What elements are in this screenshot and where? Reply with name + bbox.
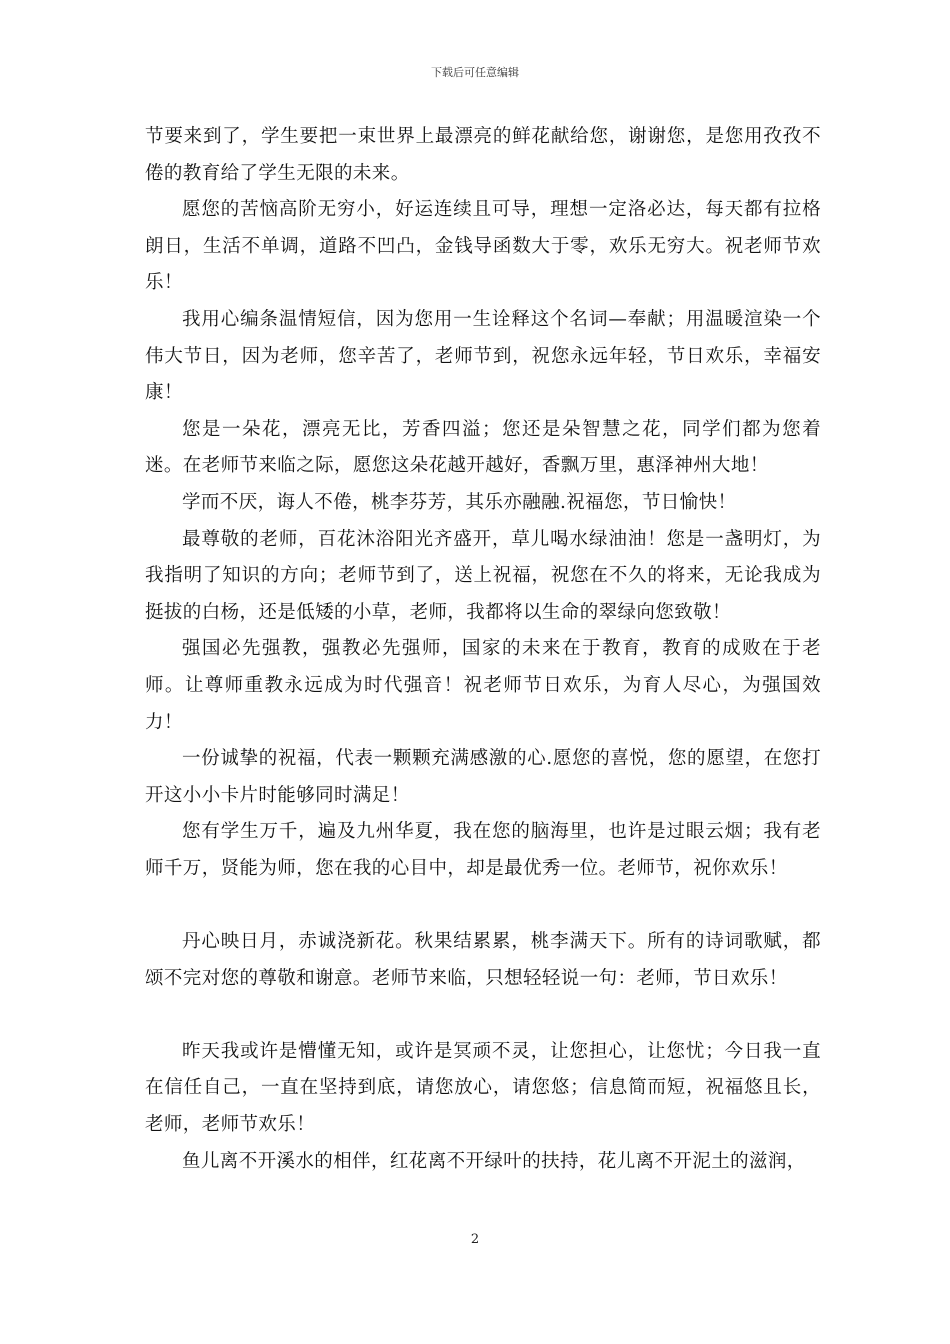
paragraph: 鱼儿离不开溪水的相伴，红花离不开绿叶的扶持，花儿离不开泥土的滋润，	[182, 1150, 806, 1172]
paragraph: 您有学生万千，遍及九州华夏，我在您的脑海里，也许是过眼云烟；我有老师千万，贤能为师，您在我的心目中，却是最优秀一位。老师节，祝你欢乐！	[145, 821, 821, 879]
paragraph: 节要来到了，学生要把一束世界上最漂亮的鲜花献给您，谢谢您，是您用孜孜不倦的教育给了学生无限的未来。	[145, 126, 821, 184]
paragraph: 我用心编条温情短信，因为您用一生诠释这个名词—奉献；用温暖渲染一个伟大节日，因为老师，您辛苦了，老师节到，祝您永远年轻，节日欢乐，幸福安康！	[145, 308, 821, 404]
page-number: 2	[470, 1232, 480, 1247]
paragraph: 丹心映日月，赤诚浇新花。秋果结累累，桃李满天下。所有的诗词歌赋，都颂不完对您的尊敬和谢意。老师节来临，只想轻轻说一句：老师，节日欢乐！	[145, 931, 821, 989]
document-body	[145, 119, 821, 1180]
paragraph: 最尊敬的老师，百花沐浴阳光齐盛开，草儿喝水绿油油！您是一盏明灯，为我指明了知识的方向；老师节到了，送上祝福，祝您在不久的将来，无论我成为挺拔的白杨，还是低矮的小草，老师，我都将以生命的翠绿向您致敬！	[145, 528, 821, 623]
page-header: 下载后可任意编辑	[431, 66, 519, 79]
paragraph-spacer	[145, 887, 821, 924]
paragraph: 一份诚挚的祝福，代表一颗颗充满感激的心.愿您的喜悦，您的愿望，在您打开这小小卡片时能够同时满足！	[145, 748, 821, 806]
paragraph: 强国必先强教，强教必先强师，国家的未来在于教育，教育的成败在于老师。让尊师重教永远成为时代强音！祝老师节日欢乐，为育人尽心，为强国效力！	[145, 638, 821, 733]
paragraph: 学而不厌，诲人不倦，桃李芬芳，其乐亦融融.祝福您，节日愉快！	[182, 491, 737, 513]
paragraph: 您是一朵花，漂亮无比，芳香四溢；您还是朵智慧之花，同学们都为您着迷。在老师节来临之际，愿您这朵花越开越好，香飘万里，惠泽神州大地！	[145, 418, 821, 477]
paragraph: 愿您的苦恼高阶无穷小，好运连续且可导，理想一定洛必达，每天都有拉格朗日，生活不单调，道路不凹凸，金钱导函数大于零，欢乐无穷大。祝老师节欢乐！	[145, 199, 821, 294]
paragraph-spacer	[145, 997, 821, 1034]
paragraph: 昨天我或许是懵懂无知，或许是冥顽不灵，让您担心，让您忧；今日我一直在信任自己，一直在坚持到底，请您放心，请您悠；信息简而短，祝福悠且长，老师，老师节欢乐！	[145, 1040, 821, 1136]
